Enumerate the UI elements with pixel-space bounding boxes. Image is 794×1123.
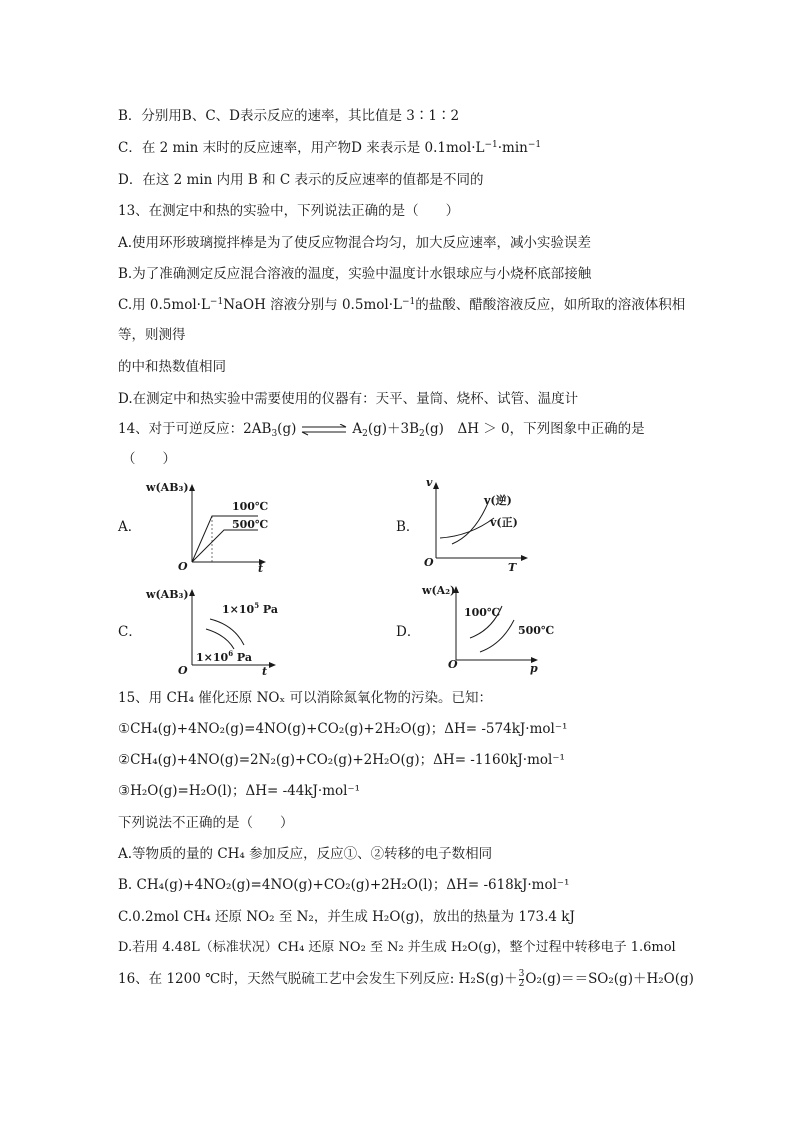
- graph-c-ylabel: w(AB₃): [146, 588, 189, 601]
- q13-stem: 13、在测定中和热的实验中，下列说法正确的是（ ）: [118, 203, 460, 219]
- q16-frac-num: 3: [518, 969, 525, 979]
- graph-b: [418, 474, 538, 574]
- q14-stem-d: (g) ΔH ＞ 0，下列图象中正确的是: [424, 421, 645, 437]
- q15-option-d: D.若用 4.48L（标准状况）CH₄ 还原 NO₂ 至 N₂ 并生成 H₂O(g)，整个过程中转移电子 1.6mol: [118, 940, 676, 955]
- graph-b-label-reverse: v(逆): [484, 494, 512, 507]
- q12-c-sup1: −1: [484, 140, 498, 150]
- q14-paren: （ ）: [122, 451, 176, 467]
- q14-stem-b: A: [352, 421, 363, 437]
- graph-a-curve-500: [192, 530, 258, 562]
- graph-d-xlabel: p: [530, 662, 538, 675]
- q13-c-suffix: 的盐酸、醋酸溶液反应，如所取的溶液体积相: [415, 297, 686, 313]
- q15-option-a: A.等物质的量的 CH₄ 参加反应，反应①、②转移的电子数相同: [118, 846, 493, 862]
- q14-stem-a: (g): [277, 421, 297, 437]
- graph-b-origin: O: [424, 556, 434, 569]
- q14-label-a: A．: [118, 519, 142, 535]
- graph-d-curve-500: [480, 620, 514, 652]
- q16-frac-den: 2: [518, 979, 525, 989]
- graph-b-ylabel: v: [426, 476, 433, 489]
- q15-option-b: B. CH₄(g)+4NO₂(g)=4NO(g)+CO₂(g)+2H₂O(l)；ΔH= -618kJ·mol⁻¹: [118, 877, 570, 893]
- q15-ask: 下列说法不正确的是（ ）: [118, 815, 294, 831]
- q13-option-d: D.在测定中和热实验中需要使用的仪器有：天平、量筒、烧杯、试管、温度计: [118, 391, 579, 407]
- graph-d: [418, 580, 558, 676]
- q12-c-prefix: C．在 2 min 末时的反应速率，用产物D 来表示是 0.1mol·L: [118, 140, 485, 156]
- q12-option-b: B．分别用B、C、D表示反应的速率，其比值是 3∶1∶2: [118, 108, 460, 124]
- q14-sub2: 2: [362, 429, 368, 439]
- graph-c-xlabel: t: [262, 665, 268, 678]
- graph-d-label-100: 100℃: [464, 606, 501, 619]
- graph-c-curve-1e6: [206, 629, 234, 649]
- q13-option-a: A.使用环形玻璃搅拌棒是为了使反应物混合均匀，加大反应速率，减小实验误差: [118, 235, 592, 251]
- q12-c-mid: ·min: [497, 140, 528, 156]
- q13-option-c: [118, 293, 685, 313]
- q13-option-c-cont1: 等，则测得: [118, 327, 186, 343]
- q15-eq1: ①CH₄(g)+4NO₂(g)=4NO(g)+CO₂(g)+2H₂O(g)；ΔH= -574kJ·mol⁻¹: [118, 721, 568, 737]
- q14-label-d: D．: [396, 624, 421, 640]
- q16-prefix: 16、在 1200 ℃时，天然气脱硫工艺中会发生下列反应: H₂S(g)＋: [118, 971, 518, 987]
- graph-b-xlabel: T: [508, 561, 517, 574]
- graph-c-label-1e6: $1\times 10^6$ Pa: [196, 649, 252, 664]
- q13-c-prefix: C.用 0.5mol·L: [118, 297, 210, 313]
- q12-option-d: D．在这 2 min 内用 B 和 C 表示的反应速率的值都是不同的: [118, 172, 484, 188]
- q13-c-mid: NaOH 溶液分别与 0.5mol·L: [223, 297, 402, 313]
- q12-c-sup2: −1: [527, 140, 542, 150]
- q16-eq-long: ＝: [574, 971, 589, 987]
- q13-c-sup2: −1: [401, 297, 416, 307]
- graph-a-label-100: 100℃: [232, 500, 269, 513]
- graph-c-label-1e5: $1\times 10^5$ Pa: [222, 601, 278, 616]
- graph-c-origin: O: [178, 664, 188, 677]
- reversible-arrow-icon: [300, 424, 348, 436]
- q15-eq3: ③H₂O(g)=H₂O(l)；ΔH= -44kJ·mol⁻¹: [118, 783, 360, 799]
- q13-c-sup1: −1: [209, 297, 224, 307]
- q16-suffix-a: O₂(g)＝: [525, 971, 575, 987]
- q14-label-c: C．: [118, 624, 142, 640]
- graph-b-label-forward: v(正): [490, 516, 518, 529]
- graph-a-label-500: 500℃: [232, 518, 269, 531]
- q13-option-b: B.为了准确测定反应混合溶液的温度，实验中温度计水银球应与小烧杯底部接触: [118, 266, 592, 282]
- q16-stem: [118, 967, 694, 989]
- q14-sub3: 2: [419, 429, 425, 439]
- q15-eq2: ②CH₄(g)+4NO(g)=2N₂(g)+CO₂(g)+2H₂O(g)；ΔH= -1160kJ·mol⁻¹: [118, 752, 565, 768]
- q16-suffix-b: SO₂(g)＋H₂O(g): [588, 971, 694, 987]
- q14-label-b: B．: [396, 519, 420, 535]
- q14-sub1: 3: [271, 429, 278, 439]
- q14-stem: [118, 417, 645, 439]
- graph-a-origin: O: [178, 560, 188, 573]
- q15-option-c: C.0.2mol CH₄ 还原 NO₂ 至 N₂，并生成 H₂O(g)，放出的热量为 173.4 kJ: [118, 909, 575, 925]
- graph-a-xlabel: t: [258, 562, 264, 574]
- q13-option-c-cont2: 的中和热数值相同: [118, 359, 226, 375]
- graph-a: [140, 478, 280, 574]
- graph-c: [140, 583, 290, 679]
- q16-fraction: [519, 970, 525, 989]
- q14-stem-c: (g)＋3B: [367, 421, 420, 437]
- q14-stem-prefix: 14、对于可逆反应：2AB: [118, 421, 272, 437]
- graph-d-ylabel: w(A₂): [422, 584, 456, 597]
- q12-option-c: [118, 136, 541, 156]
- graph-d-origin: O: [448, 658, 458, 671]
- graph-a-ylabel: w(AB₃): [146, 481, 189, 494]
- q15-stem: 15、用 CH₄ 催化还原 NOₓ 可以消除氮氧化物的污染。已知：: [118, 690, 492, 706]
- graph-d-label-500: 500℃: [518, 624, 555, 637]
